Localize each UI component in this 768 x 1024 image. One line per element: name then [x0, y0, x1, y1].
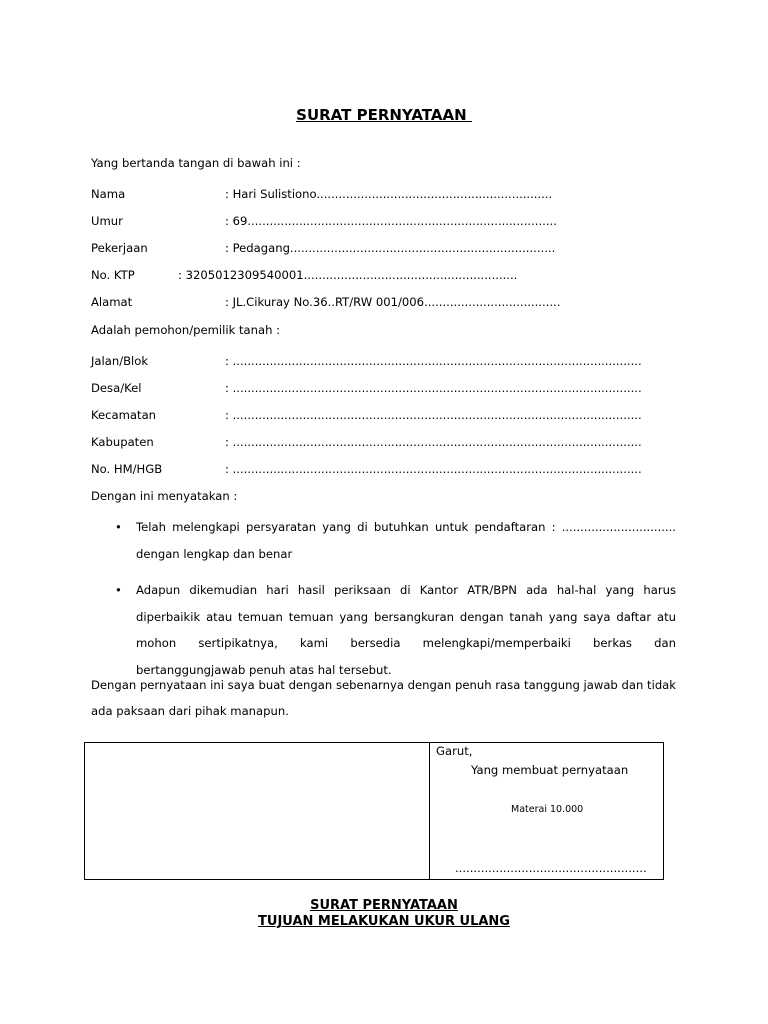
- identity-label: Umur: [91, 214, 123, 228]
- land-value: : ...............................................................................................................: [225, 381, 642, 395]
- signature-box: [84, 742, 664, 880]
- signature-maker: Yang membuat pernyataan: [471, 763, 629, 777]
- signature-place: Garut,: [436, 744, 473, 758]
- stamp-duty-label: Materai 10.000: [511, 804, 584, 815]
- identity-label: Pekerjaan: [91, 241, 148, 255]
- footer-title: SURAT PERNYATAAN: [310, 898, 458, 913]
- land-label: No. HM/HGB: [91, 462, 163, 476]
- identity-value: : Hari Sulistiono................................................................: [225, 187, 553, 201]
- land-label: Desa/Kel: [91, 381, 142, 395]
- land-label: Jalan/Blok: [91, 354, 149, 368]
- intro-text: Yang bertanda tangan di bawah ini :: [91, 156, 301, 170]
- declare-heading: Dengan ini menyatakan :: [91, 489, 238, 503]
- signature-line: ....................................................: [455, 861, 647, 875]
- statement-text: Telah melengkapi persyaratan yang di butuhkan untuk pendaftaran : ............................... dengan lengkap dan benar: [136, 520, 676, 561]
- identity-value: : 3205012309540001..........................................................: [178, 268, 518, 282]
- identity-label: Nama: [91, 187, 126, 201]
- closing-paragraph: Dengan pernyataan ini saya buat dengan sebenarnya dengan penuh rasa tanggung jawab dan tidak ada paksaan dari pihak manapun.: [91, 678, 676, 718]
- bullet-icon: •: [115, 520, 122, 534]
- box-divider: [429, 743, 430, 879]
- statement-list: [91, 514, 676, 683]
- identity-value: : JL.Cikuray No.36..RT/RW 001/006.....................................: [225, 295, 561, 309]
- land-label: Kabupaten: [91, 435, 154, 449]
- statement-text: Adapun dikemudian hari hasil periksaan di Kantor ATR/BPN ada hal-hal yang harus diperbaikik atau temuan temuan yang bersangkuran dengan tanah yang saya daftar atu mohon sertipikatnya, kami bersedia melengkapi/memperbaiki berkas dan bertanggungjawab penuh atas hal tersebut.: [136, 583, 676, 677]
- land-value: : ...............................................................................................................: [225, 435, 642, 449]
- identity-value: : 69....................................................................................: [225, 214, 557, 228]
- land-value: : ...............................................................................................................: [225, 462, 642, 476]
- identity-label: No. KTP: [91, 268, 135, 282]
- document-title: SURAT PERNYATAAN: [296, 106, 472, 124]
- land-heading: Adalah pemohon/pemilik tanah :: [91, 323, 281, 337]
- statement-item: [91, 514, 676, 567]
- identity-value: : Pedagang........................................................................: [225, 241, 556, 255]
- bullet-icon: •: [115, 583, 122, 597]
- land-label: Kecamatan: [91, 408, 157, 422]
- statement-item: [91, 577, 676, 683]
- land-value: : ...............................................................................................................: [225, 408, 642, 422]
- footer-subtitle: TUJUAN MELAKUKAN UKUR ULANG: [258, 914, 510, 929]
- identity-label: Alamat: [91, 295, 133, 309]
- land-value: : ...............................................................................................................: [225, 354, 642, 368]
